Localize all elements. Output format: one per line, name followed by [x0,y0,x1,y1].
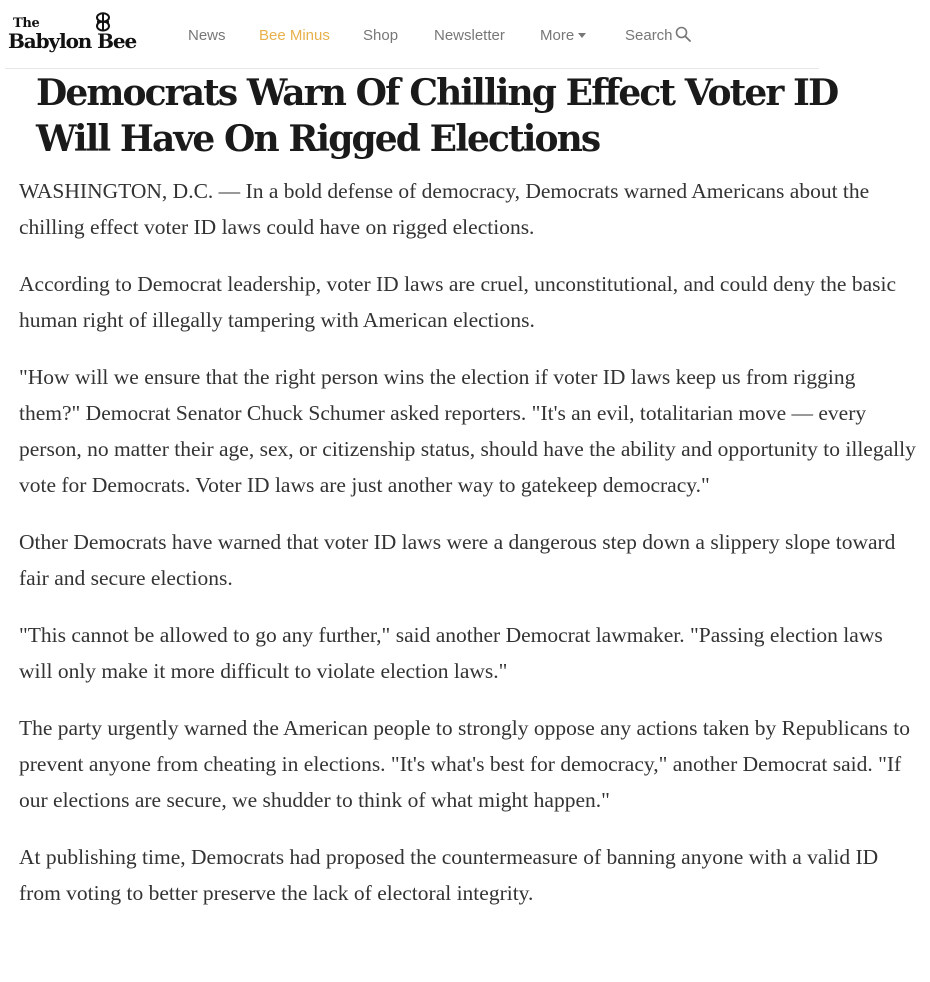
site-logo[interactable] [8,10,156,58]
nav-item-search-label: Search [625,27,673,44]
nav-item-more[interactable] [540,27,586,45]
nav-item-search[interactable] [625,27,691,45]
nav-item-newsletter[interactable]: Newsletter [434,27,505,44]
article-paragraph: Other Democrats have warned that voter ID laws were a dangerous step down a slippery slope toward fair and secure elections. [19,530,896,590]
search-icon [675,26,691,42]
article-paragraph: "This cannot be allowed to go any further," said another Democrat lawmaker. "Passing election laws will only make it more difficult to violate election laws." [19,623,883,683]
nav-item-news[interactable]: News [188,27,226,44]
article-body [19,173,919,932]
caret-down-icon [578,33,586,38]
nav-item-more-label: More [540,27,575,44]
article-paragraph: WASHINGTON, D.C. — In a bold defense of democracy, Democrats warned Americans about the chilling effect voter ID laws could have on rigged elections. [19,179,870,239]
article-paragraph: At publishing time, Democrats had proposed the countermeasure of banning anyone with a valid ID from voting to better preserve the lack of electoral integrity. [19,845,879,905]
logo-small-text: The [13,16,40,31]
article-headline: Democrats Warn Of Chilling Effect Voter ID Will Have On Rigged Elections [36,72,838,160]
nav-item-shop[interactable]: Shop [363,27,399,44]
logo-main-text: Babylon Bee [8,29,137,53]
site-navbar [5,0,819,69]
article-paragraph: According to Democrat leadership, voter ID laws are cruel, unconstitutional, and could deny the basic human right of illegally tampering with American elections. [19,272,897,332]
nav-item-bee-minus[interactable]: Bee Minus [259,27,330,44]
article-paragraph: The party urgently warned the American people to strongly oppose any actions taken by Republicans to prevent anyone from cheating in elections. "It's what's best for democracy," another Democrat said. "If our elections are secure, we shudder to think of what might happen." [19,716,911,812]
article-paragraph: "How will we ensure that the right person wins the election if voter ID laws keep us from rigging them?" Democrat Senator Chuck Schumer asked reporters. "It's an evil, totalitarian move — every person, no matter their age, sex, or citizenship status, should have the ability and opportunity to illegally vote for Democrats. Voter ID laws are just another way to gatekeep democracy." [19,365,916,497]
